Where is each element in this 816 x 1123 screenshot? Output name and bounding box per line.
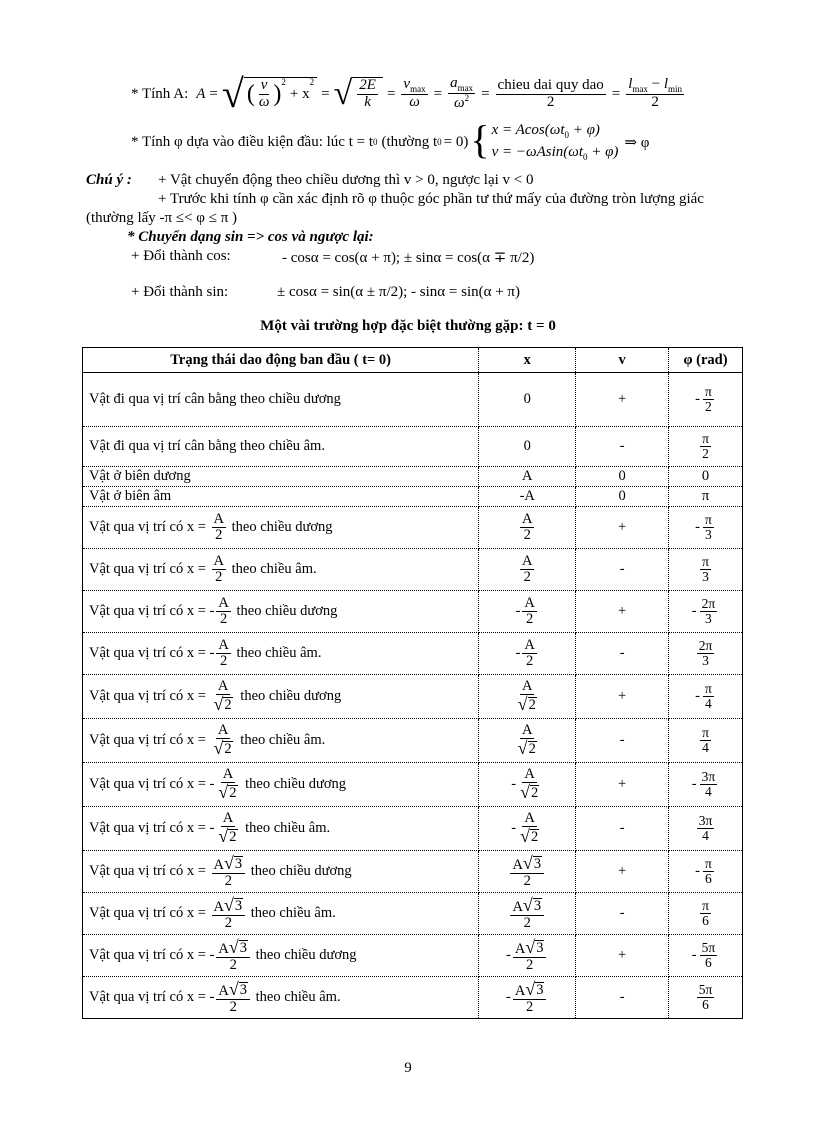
table-row: Vật qua vị trí có x = - A √ 3 2 theo chiều âm. - A √ 3 2 - $\frac{5\pi}{6}$: [83, 977, 743, 1019]
header-v: v: [576, 348, 669, 373]
table-row: Vật đi qua vị trí cân bằng theo chiều dương 0 + - $\frac{\pi}{2}$: [83, 373, 743, 427]
note-line-3: (thường lấy -π ≤< φ ≤ π ): [86, 210, 238, 226]
header-x: x: [479, 348, 576, 373]
sqrt-energy: √ $\frac{2E}{k}$: [334, 77, 383, 111]
to-sin-label: + Đổi thành sin:: [131, 284, 229, 300]
to-sin-formula: ± cosα = sin(α ± π/2); - sinα = sin(α + π): [277, 284, 520, 300]
table-row: Vật ở biên âm -A 0 π: [83, 487, 743, 507]
initial-conditions-system: $x = Acos(\omega t_0 + \varphi)$ $v = -\omega Asin(\omega t_0 + \varphi)$: [491, 122, 619, 162]
to-cos-label: + Đổi thành cos:: [131, 248, 231, 264]
to-cos-formula: - cosα = cos(α + π); ± sinα = cos(α ∓ π/2): [282, 250, 535, 266]
table-row: Vật qua vị trí có x = - A √ 2 theo chiều âm. - A √ 2 - $\frac{3\pi}{4}$: [83, 807, 743, 851]
table-header-row: [83, 348, 743, 373]
header-phi: φ (rad): [669, 348, 743, 373]
table-row: Vật ở biên dương A 0 0: [83, 467, 743, 487]
table-row: Vật qua vị trí có x = A √ 3 2 theo chiều dương A √ 3 2 + - $\frac{\pi}{6}$: [83, 851, 743, 893]
conversion-title: * Chuyển dạng sin => cos và ngược lại:: [127, 229, 374, 245]
lmax-minus-lmin-over-2: $\frac{l_{max} - l_{min}}{2}$: [628, 75, 683, 111]
vmax-over-omega: $\frac{v_{max}}{\omega}$: [403, 75, 426, 111]
amax-over-omega2: $\frac{a_{max}}{\omega^2}$: [450, 74, 474, 112]
path-length-over-2: $\frac{\text{chieu dai quy dao}}{2}$: [497, 76, 604, 110]
table-row: Vật qua vị trí có x = $\frac{A}{2}$ theo chiều âm. $\frac{A}{2}$ - $\frac{\pi}{3}$: [83, 549, 743, 591]
table-row: Vật qua vị trí có x = $\frac{A}{2}$ theo chiều dương $\frac{A}{2}$ + - $\frac{\pi}{3}$: [83, 507, 743, 549]
table-row: Vật qua vị trí có x = - $\frac{A}{2}$ theo chiều âm. - $\frac{A}{2}$ - $\frac{2\pi}{3}$: [83, 633, 743, 675]
sqrt-amplitude-1: √ ( $\frac{v}{\omega}$ ) $^2$ + x $^2$: [222, 74, 317, 114]
formula-a-line: * Tính A: A = √ ( $\frac{v}{\omega}$ ) $^2$ + x $^2$ = √ $\frac{2E}{k}$ = $\frac{v_{max}}{\omega}$ = $\frac{a_{max}}{\omega^2}$ = $\frac{\text{chieu dai quy dao}}{2}$ = $\frac{l_{max} - l_{min}}{2}$: [131, 71, 683, 116]
formula-a-label: * Tính A:: [131, 85, 189, 102]
table-row: Vật qua vị trí có x = A √ 2 theo chiều dương A √ 2 + - $\frac{\pi}{4}$: [83, 675, 743, 719]
table-title: Một vài trường hợp đặc biệt thường gặp: t = 0: [260, 318, 556, 334]
left-brace: {: [470, 117, 490, 162]
table-row: Vật qua vị trí có x = A √ 3 2 theo chiều âm. A √ 3 2 - $\frac{\pi}{6}$: [83, 893, 743, 935]
table-row: Vật qua vị trí có x = - $\frac{A}{2}$ theo chiều dương - $\frac{A}{2}$ + - $\frac{2\pi}{3}$: [83, 591, 743, 633]
table-row: Vật đi qua vị trí cân bằng theo chiều âm. 0 - $\frac{\pi}{2}$: [83, 427, 743, 467]
note-line-1: + Vật chuyển động theo chiều dương thì v > 0, ngược lại v < 0: [158, 172, 534, 188]
note-title: Chú ý :: [86, 172, 132, 188]
formula-phi-line: * Tính φ dựa vào điều kiện đầu: lúc t = t 0 (thường t 0 = 0) { $x = Acos(\omega t_0 + \varphi)$ $v = -\omega Asin(\omega t_0 + \varphi)$ ⇒ φ: [131, 117, 650, 162]
header-state: Trạng thái dao động ban đầu ( t= 0): [83, 348, 479, 373]
table-row: Vật qua vị trí có x = - A √ 2 theo chiều dương - A √ 2 + - $\frac{3\pi}{4}$: [83, 763, 743, 807]
table-row: Vật qua vị trí có x = A √ 2 theo chiều âm. A √ 2 - $\frac{\pi}{4}$: [83, 719, 743, 763]
special-cases-table: [82, 347, 743, 1019]
page-number: 9: [404, 1060, 412, 1076]
note-line-2: + Trước khi tính φ cần xác định rõ φ thuộc góc phần tư thứ mấy của đường tròn lượng giác: [158, 191, 704, 207]
table-row: Vật qua vị trí có x = - A √ 3 2 theo chiều dương - A √ 3 2 + - $\frac{5\pi}{6}$: [83, 935, 743, 977]
